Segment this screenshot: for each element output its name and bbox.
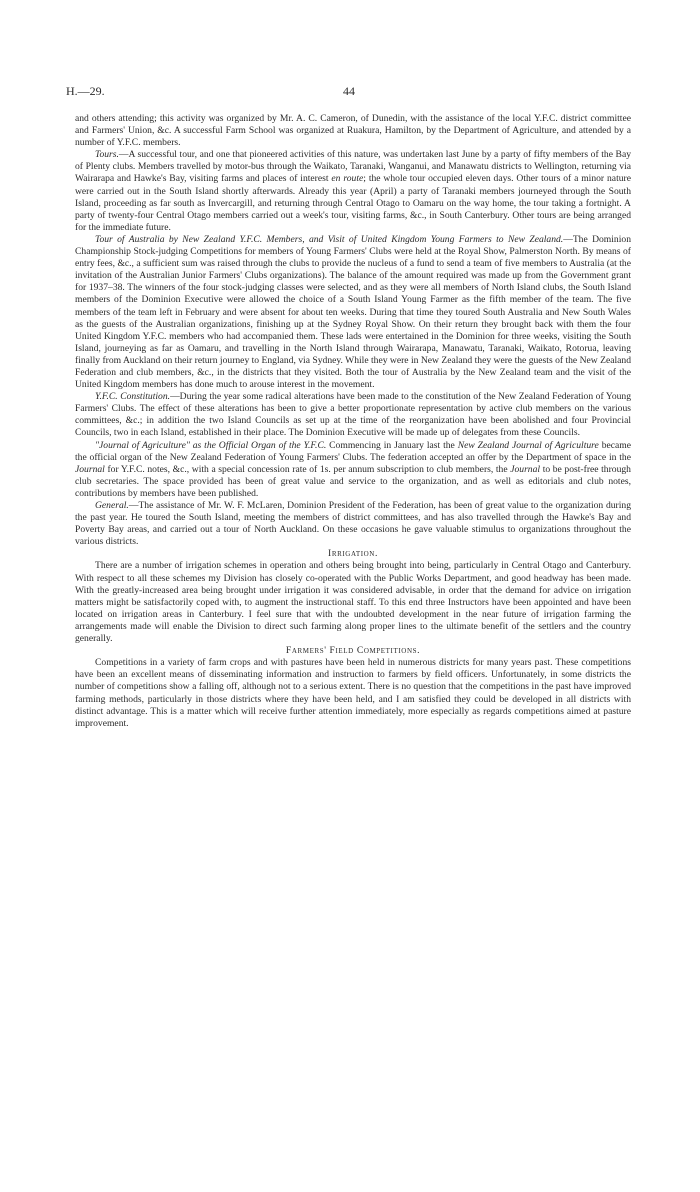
paragraph-text: for Y.F.C. notes, &c., with a special concession rate of 1s. per annum subscription to club members, the <box>104 463 511 475</box>
italic-phrase: en route <box>331 173 364 185</box>
journal-word: Journal <box>75 463 105 475</box>
paragraph-irrigation: There are a number of irrigation schemes in operation and others being brought into being, particularly in Central Otago and Canterbury. With respect to all these schemes my Division has closely co-operated with the Public Works Department, and good headway has been made. With the greatly-increased area being brought under irrigation it was considered advisable, in order that the demand for advice on irrigation matters might be satisfactorily coped with, to augment the instructional staff. To this end three Instructors have been appointed and have been located on irrigation areas in Canterbury. I feel sure that with the undoubted development in the near future of irrigation farming the arrangements made will enable the Division to direct such farming along proper lines to the ultimate benefit of the settlers and the country generally. <box>75 560 631 645</box>
page-number: 44 <box>343 84 355 98</box>
paragraph-text: to be post-free through club secretaries. The space provided has been of great value and service to the organization, and as well as editorials and club notes, contributions by members have been published. <box>75 463 631 499</box>
parliamentary-paper-reference: H.—29. <box>66 84 105 98</box>
section-lead-tours: Tours. <box>95 149 119 161</box>
section-heading-field-competitions: Farmers' Field Competitions. <box>285 645 421 657</box>
paragraph-text: —The Dominion Championship Stock-judging Competitions for members of Young Farmers' Clubs were held at the Royal Show, Palmerston North. By means of entry fees, &c., a sufficient sum was raised through the clubs to provide the nucleus of a fund to send a team of five members to Australia (at the invitation of the Australian Junior Farmers' Clubs organizations). The balance of the amount required was made up from the Government grant for 1937–38. The winners of the four stock-judging classes were selected, and as they were all members of North Island clubs, the South Island members of the Dominion Executive were allowed the choice of a South Island Young Farmer as the fifth member of the team. The five members of the team left in February and were absent for about ten weeks. During that time they toured South Australia and New South Wales as the guests of the Australian organizations, finishing up at the Sydney Royal Show. On their return they brought back with them the four United Kingdom Y.F.C. members who had accompanied them. These lads were entertained in the Dominion for three weeks, visiting the South Island, journeying as far as Oamaru, and travelling in the North Island through Wairarapa, Manawatu, Taranaki, Waikato, Rotorua, leaving finally from Auckland on their return journey to England, via Sydney. While they were in New Zealand they were the guests of the New Zealand Federation and club members, &c., in the districts that they visited. Both the tour of Australia by the New Zealand team and the visit of the United Kingdom members has done much to arouse interest in the movement. <box>75 233 631 391</box>
paragraph-constitution <box>75 391 631 439</box>
page-header <box>66 84 632 100</box>
section-lead-journal: "Journal of Agriculture" as the Official Organ of the Y.F.C. <box>95 439 327 451</box>
section-lead-australia: Tour of Australia by New Zealand Y.F.C. Members, and Visit of United Kingdom Young Farmers to New Zealand. <box>95 233 564 245</box>
paragraph-text: and others attending; this activity was organized by Mr. A. C. Cameron, of Dunedin, with the assistance of the local Y.F.C. district committee and Farmers' Union, &c. A successful Farm School was organized at Ruakura, Hamilton, by the Department of Agriculture, and attended by a number of Y.F.C. members. <box>75 113 631 149</box>
section-lead-constitution: Y.F.C. Constitution. <box>95 391 171 403</box>
paragraph-text: Commencing in January last the <box>326 439 458 451</box>
journal-title: New Zealand Journal of Agriculture <box>457 439 599 451</box>
section-heading-irrigation: Irrigation. <box>328 548 378 560</box>
page-body <box>75 113 631 730</box>
paragraph-text: —A successful tour, and one that pioneered activities of this nature, was undertaken last June by a party of fifty members of the Bay of Plenty clubs. Members travelled by motor-bus through the Waikato, Taranaki, Wanganui, and Manawatu districts to Wellington, returning via Wairarapa and Hawke's Bay, visiting farms and places of interest <box>75 149 631 185</box>
paragraph-tours <box>75 149 631 234</box>
paragraph-text: —During the year some radical alterations have been made to the constitution of the New Zealand Federation of Young Farmers' Clubs. The effect of these alterations has been to give a better proportionate representation by active club members on the various committees, &c.; in addition the two Island Councils as set up at the time of the reorganization have been abolished and four Provincial Councils, two in each Island, established in their place. The Dominion Executive will be made up of delegates from these Councils. <box>75 391 632 439</box>
paragraph-text: —The assistance of Mr. W. F. McLaren, Dominion President of the Federation, has been of great value to the organization during the past year. He toured the South Island, meeting the members of district committees, and has also travelled through the Hawke's Bay and Poverty Bay areas, and carried out a tour of North Auckland. On these occasions he gave valuable stimulus to organizations throughout the various districts. <box>75 500 631 548</box>
paragraph-field-competitions: Competitions in a variety of farm crops and with pastures have been held in numerous districts for many years past. These competitions have been an excellent means of disseminating information and instruction to farmers by field officers. Unfortunately, in some districts the number of competitions show a falling off, although not to a serious extent. There is no question that the competitions in the past have improved farming methods, particularly in those districts where they have been held, and I am satisfied they could be developed in all districts with distinct advantage. This is a matter which will receive further attention immediately, more especially as regards competitions aimed at pasture improvement. <box>75 657 631 729</box>
section-lead-general: General. <box>95 500 129 511</box>
journal-word: Journal <box>510 463 541 475</box>
paragraph-continuation <box>75 113 631 149</box>
paragraph-australia-tour <box>75 234 631 391</box>
paragraph-general <box>75 500 631 548</box>
paragraph-journal <box>75 440 631 500</box>
paragraph-text: ; the whole tour occupied eleven days. Other tours of a minor nature were carried out in the South Island shortly afterwards. Already this year (April) a party of Taranaki members journeyed through the South Island, proceeding as far south as Invercargill, and returning through Central Otago to Oamaru on the way home, the tour taking a fortnight. A party of twenty-four Central Otago members carried out a week's tour, visiting farms, &c., in South Canterbury. Other tours are being arranged for the immediate future. <box>75 173 631 233</box>
paragraph-text: became the official organ of the New Zealand Federation of Young Farmers' Clubs. The federation accepted an offer by the Department of space in the <box>75 439 631 463</box>
